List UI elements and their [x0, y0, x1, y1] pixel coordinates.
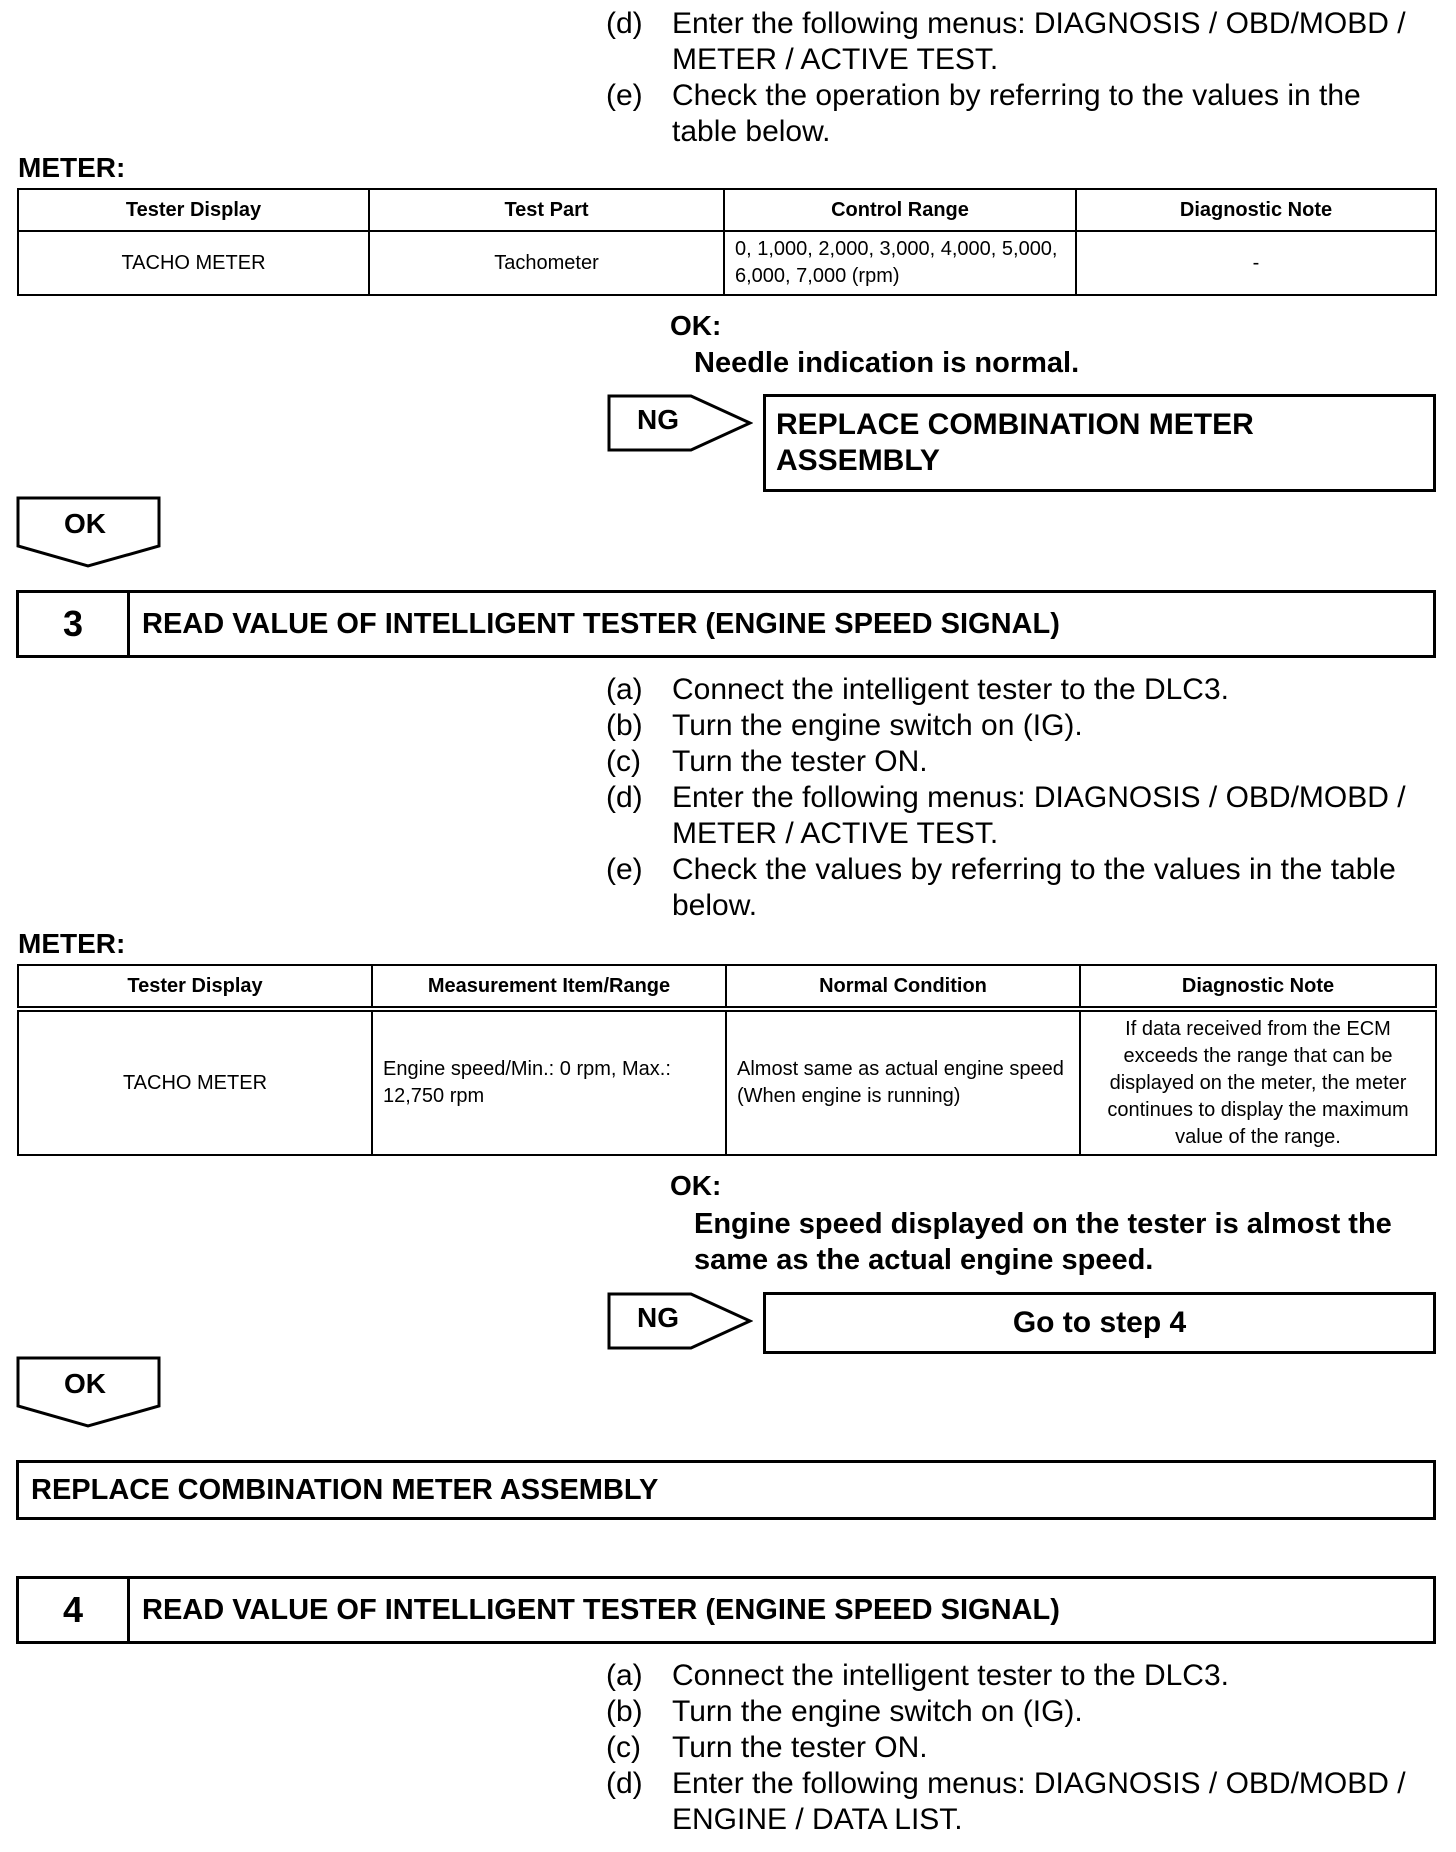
list-item: (c) Turn the tester ON.: [606, 745, 928, 778]
table1-label: METER:: [18, 152, 126, 183]
ng-label-2: NG: [637, 1302, 679, 1333]
step-number: 3: [19, 593, 130, 655]
meter-table-1: [17, 188, 1437, 296]
table1-header: Tester Display: [18, 189, 369, 231]
table1-header: Control Range: [724, 189, 1076, 231]
table2-cell: TACHO METER: [18, 1009, 372, 1155]
table-row: [18, 231, 1436, 295]
list-item: (e) Check the values by referring to the values in the table below.: [606, 853, 1396, 922]
table1-cell: 0, 1,000, 2,000, 3,000, 4,000, 5,000, 6,000, 7,000 (rpm): [724, 231, 1076, 295]
intro-steps: [606, 6, 1416, 150]
step-3-items: [606, 672, 1416, 924]
table2-label: METER:: [18, 928, 126, 959]
ng-result-text-1: REPLACE COMBINATION METER ASSEMBLY: [776, 408, 1254, 477]
table1-header: Diagnostic Note: [1076, 189, 1436, 231]
table1-cell: -: [1076, 231, 1436, 295]
intro-step-e: (e) Check the operation by referring to the values in the table below.: [606, 79, 1361, 148]
ng-arrow-1: [607, 394, 753, 452]
meter-table-2: [17, 964, 1437, 1156]
table1-cell: TACHO METER: [18, 231, 369, 295]
ok-text-1: Needle indication is normal.: [694, 347, 1080, 379]
list-item: (b) Turn the engine switch on (IG).: [606, 1695, 1083, 1728]
list-item: (b) Turn the engine switch on (IG).: [606, 709, 1083, 742]
ok-arrow-label-1: OK: [64, 508, 106, 539]
table2-cell: Almost same as actual engine speed (When engine is running): [726, 1009, 1080, 1155]
ok-arrow-2: [16, 1356, 162, 1428]
ng-arrow-icon: [607, 394, 753, 452]
ng-label-1: NG: [637, 404, 679, 435]
list-item: (a) Connect the intelligent tester to the DLC3.: [606, 1659, 1229, 1692]
table2-header: Diagnostic Note: [1080, 965, 1436, 1009]
ok-arrow-label-2: OK: [64, 1368, 106, 1399]
ok-text-2: Engine speed displayed on the tester is almost the same as the actual engine speed.: [694, 1208, 1392, 1276]
table2-header: Measurement Item/Range: [372, 965, 726, 1009]
table2-cell: Engine speed/Min.: 0 rpm, Max.: 12,750 rpm: [372, 1009, 726, 1155]
table-row: [18, 1009, 1436, 1155]
list-item: (a) Connect the intelligent tester to the DLC3.: [606, 673, 1229, 706]
result-box: REPLACE COMBINATION METER ASSEMBLY: [16, 1460, 1436, 1520]
table1-header: Test Part: [369, 189, 724, 231]
ng-result-box-2: [763, 1292, 1436, 1354]
list-item: (d) Enter the following menus: DIAGNOSIS / OBD/MOBD / METER / ACTIVE TEST.: [606, 781, 1406, 850]
step-title: READ VALUE OF INTELLIGENT TESTER (ENGINE SPEED SIGNAL): [142, 607, 1060, 640]
table2-header: Tester Display: [18, 965, 372, 1009]
ng-arrow-2: [607, 1292, 753, 1350]
step-title: READ VALUE OF INTELLIGENT TESTER (ENGINE SPEED SIGNAL): [142, 1593, 1060, 1626]
list-item: (c) Turn the tester ON.: [606, 1731, 928, 1764]
ok-arrow-1: [16, 496, 162, 568]
intro-step-d: (d) Enter the following menus: DIAGNOSIS / OBD/MOBD / METER / ACTIVE TEST.: [606, 7, 1406, 76]
table1-cell: Tachometer: [369, 231, 724, 295]
ok-label-2: OK:: [670, 1170, 722, 1201]
step-4-header: [16, 1576, 1436, 1644]
step-number: 4: [19, 1579, 130, 1641]
table2-cell: If data received from the ECM exceeds the range that can be displayed on the meter, the meter continues to display the maximum value of the range.: [1080, 1009, 1436, 1155]
ng-arrow-icon: [607, 1292, 753, 1350]
ok-label-1: OK:: [670, 310, 722, 341]
list-item: (d) Enter the following menus: DIAGNOSIS / OBD/MOBD / ENGINE / DATA LIST.: [606, 1767, 1406, 1836]
step-3-header: [16, 590, 1436, 658]
step-4-items: [606, 1658, 1416, 1838]
ng-result-box-1: [763, 394, 1436, 492]
table2-header: Normal Condition: [726, 965, 1080, 1009]
ng-result-text-2: Go to step 4: [1012, 1306, 1187, 1339]
